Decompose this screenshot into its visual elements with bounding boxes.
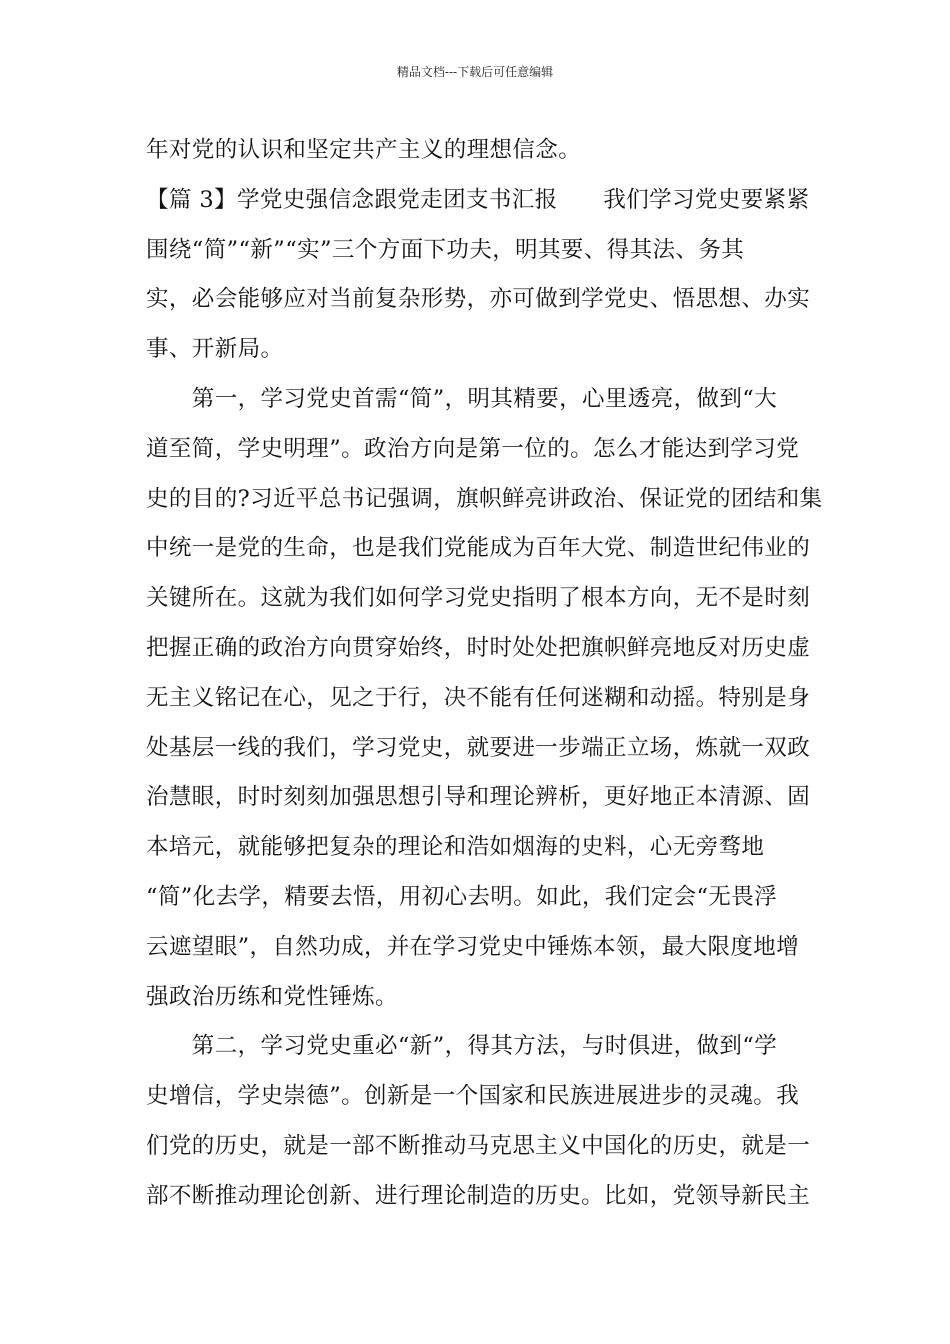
body-line: 【篇 3】学党史强信念跟党走团支书汇报 我们学习党史要紧紧 — [146, 186, 810, 213]
body-line: 们党的历史，就是一部不断推动马克思主义中国化的历史，就是一 — [146, 1132, 811, 1159]
body-line: 围绕“简”“新”“实”三个方面下功夫，明其要、得其法、务其 — [146, 236, 745, 263]
body-line: 实，必会能够应对当前复杂形势，亦可做到学党史、悟思想、办实 — [146, 286, 811, 313]
body-line: 中统一是党的生命，也是我们党能成为百年大党、制造世纪伟业的 — [146, 535, 811, 562]
body-line: 治慧眼，时时刻刻加强思想引导和理论辨析，更好地正本清源、固 — [146, 784, 811, 811]
body-line: 第二，学习党史重必“新”，得其方法，与时俱进，做到“学 — [146, 1033, 778, 1060]
body-line: 无主义铭记在心，见之于行，决不能有任何迷糊和动摇。特别是身 — [146, 684, 811, 711]
body-line: 本培元，就能够把复杂的理论和浩如烟海的史料，心无旁骛地 — [146, 834, 765, 861]
body-line: 事、开新局。 — [146, 336, 284, 363]
body-line: 处基层一线的我们，学习党史，就要进一步端正立场，炼就一双政 — [146, 734, 811, 761]
body-line: 第一，学习党史首需“简”，明其精要，心里透亮，做到“大 — [146, 385, 778, 412]
body-line: 把握正确的政治方向贯穿始终，时时处处把旗帜鲜亮地反对历史虚 — [146, 634, 811, 661]
document-body — [146, 126, 823, 1222]
body-line: 强政治历练和党性锤炼。 — [146, 983, 398, 1010]
body-line: 道至简，学史明理”。政治方向是第一位的。怎么才能达到学习党 — [146, 435, 800, 462]
body-line: 关键所在。这就为我们如何学习党史指明了根本方向，无不是时刻 — [146, 585, 811, 612]
body-line: 部不断推动理论创新、进行理论制造的历史。比如，党领导新民主 — [146, 1182, 811, 1209]
body-line: 史增信，学史崇德”。创新是一个国家和民族进展进步的灵魂。我 — [146, 1083, 800, 1110]
body-line: “简”化去学，精要去悟，用初心去明。如此，我们定会“无畏浮 — [146, 883, 778, 910]
body-line: 年对党的认识和坚定共产主义的理想信念。 — [146, 137, 582, 163]
body-line: 史的目的?习近平总书记强调，旗帜鲜亮讲政治、保证党的团结和集 — [146, 485, 823, 512]
page-header: 精品文档---下载后可任意编辑 — [396, 65, 554, 79]
body-line: 云遮望眼”，自然功成，并在学习党史中锤炼本领，最大限度地增 — [146, 933, 800, 960]
